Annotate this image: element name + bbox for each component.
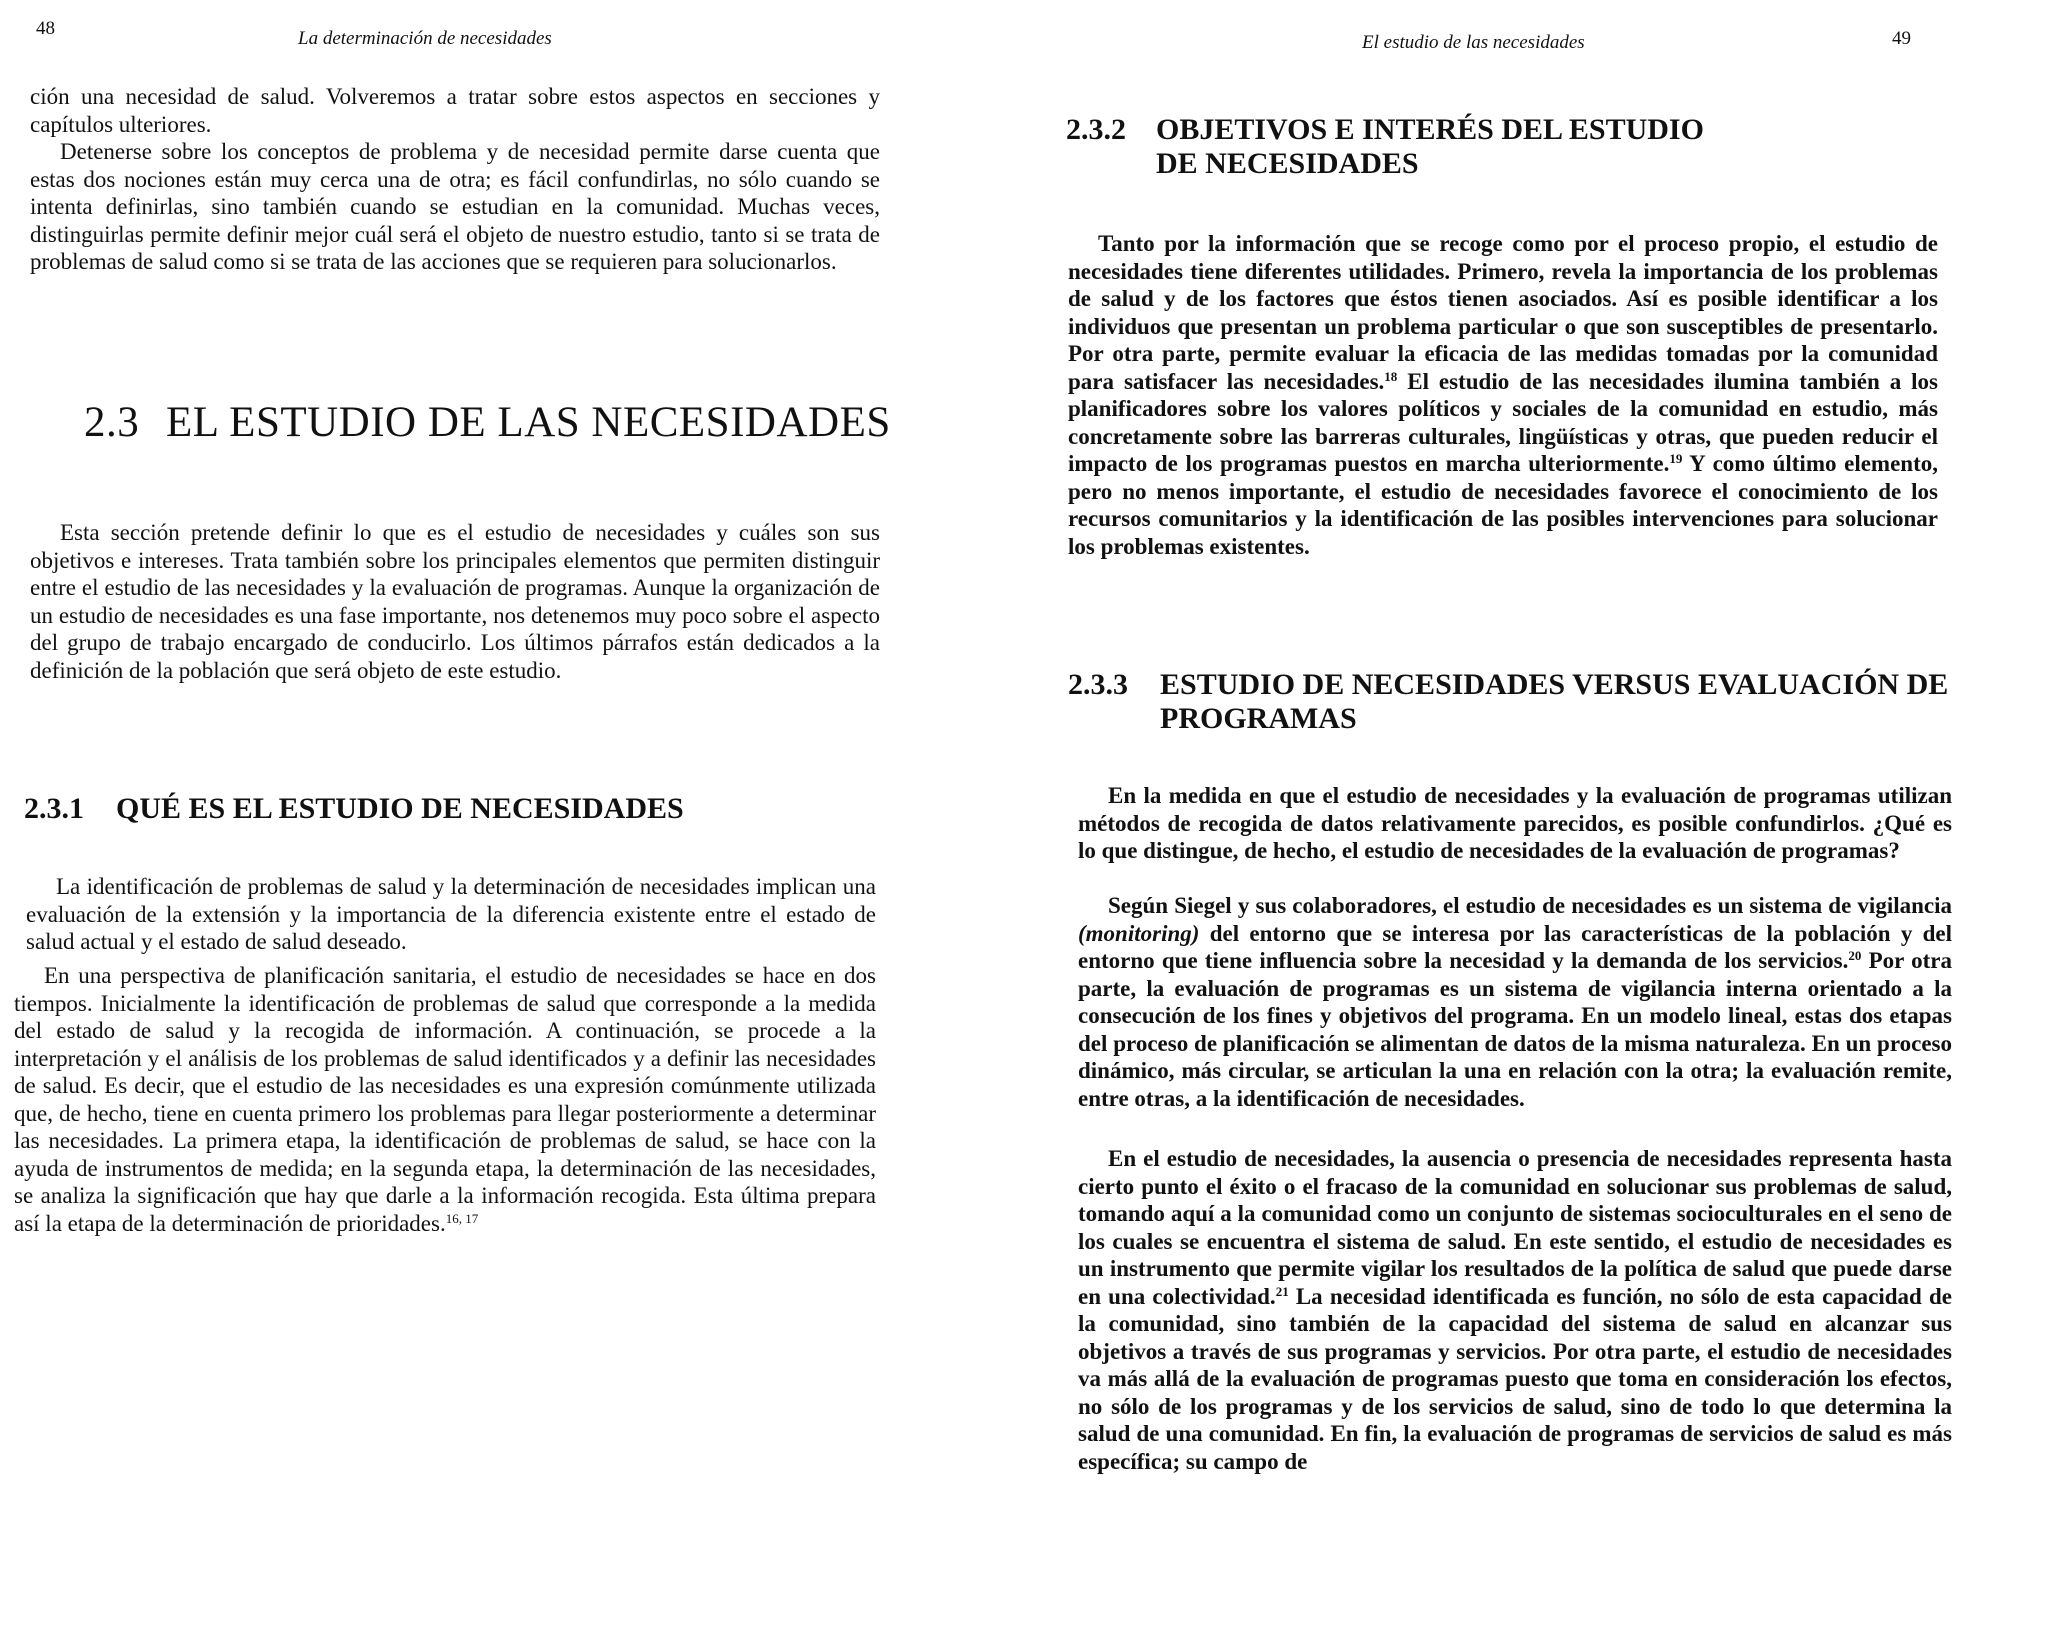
footnote-ref: 19 xyxy=(1669,451,1683,466)
paragraph-text: La necesidad identificada es función, no sólo de esta capacidad de la comunidad, sino también de la capacidad del sistema de salud en alcanzar sus objetivos a través de sus programas y servicios. Por otra parte, el estudio de necesidades va más allá de la evaluación de programas puesto que toma en consideración los efectos, no sólo de los programas y de los servicios de salud, sino de todo lo que determina la salud de una comunidad. En fin, la evaluación de programas de servicios de salud es más específica; su campo de xyxy=(1078,1283,1953,1474)
paragraph: Esta sección pretende definir lo que es el estudio de necesidades y cuáles son sus objetivos e intereses. Trata también sobre los principales elementos que permiten distinguir entre el estudio de las necesidades y la evaluación de programas. Aunque la organización de un estudio de necesidades es una fase importante, nos detenemos muy poco sobre el aspecto del grupo de trabajo encargado de conducirlo. Los últimos párrafos están dedicados a la definición de la población que será objeto de este estudio. xyxy=(30,520,880,683)
paragraph xyxy=(1078,1145,1952,1475)
footnote-ref: 18 xyxy=(1384,368,1398,384)
paragraph-text: Y como último elemento, pero no menos importante, el estudio de necesidades favorece el conocimiento de los recursos comunitarios y la identificación de las posibles intervenciones para solucionar los problemas existentes. xyxy=(1068,451,1938,559)
paragraph-text: del entorno que se interesa por las características de la población y del entorno que tiene influencia sobre la necesidad y la demanda de los servicios. xyxy=(1078,920,1952,973)
italic-term: (monitoring) xyxy=(1078,920,1200,946)
page-number: 49 xyxy=(1892,28,1911,49)
footnote-ref: 16, 17 xyxy=(445,1210,479,1226)
paragraph-text: Por otra parte, la evaluación de programas es un sistema de vigilancia interna orientado a la consecución de los fines y objetivos del programa. En un modelo lineal, estas dos etapas del proceso de planificación se alimentan de datos de la misma naturaleza. En un proceso dinámico, más circular, se articulan la una en relación con la otra; la evaluación remite, entre otras, a la identificación de necesidades. xyxy=(1078,948,1952,1111)
paragraph-text: Tanto por la información que se recoge como por el proceso propio, el estudio de necesidades tiene diferentes utilidades. Primero, revela la importancia de los problemas de salud y de los factores que éstos tienen asociados. Así es posible identificar a los individuos que presentan un problema particular o que son susceptibles de presentarlo. Por otra parte, permite evaluar la eficacia de las medidas tomadas por la comunidad para satisfacer las necesidades. xyxy=(1068,231,1938,394)
paragraph xyxy=(1078,892,1952,1112)
subsection-number: 2.3.2 xyxy=(1066,113,1126,146)
paragraph-text: En una perspectiva de planificación sanitaria, el estudio de necesidades se hace en dos tiempos. Inicialmente la identificación de problemas de salud que corresponde a la medida del estado de salud y la recogida de información. A continuación, se procede a la interpretación y el análisis de los problemas de salud identificados y a definir las necesidades de salud. Es decir, que el estudio de las necesidades es una expresión comúnmente utilizada que, de hecho, tiene en cuenta primero los problemas para llegar posteriormente a determinar las necesidades. La primera etapa, la identificación de problemas de salud, se hace con la ayuda de instrumentos de medida; en la segunda etapa, la determinación de las necesidades, se analiza la significación que hay que darle a la información recogida. Esta última prepara así la etapa de la determinación de prioridades. xyxy=(14,963,876,1236)
page-number: 48 xyxy=(36,18,55,39)
subsection-title: ESTUDIO DE NECESIDADES VERSUS EVALUACIÓN DE PROGRAMAS xyxy=(1160,668,1949,735)
footnote-ref: 21 xyxy=(1275,1283,1289,1299)
paragraph: ción una necesidad de salud. Volveremos a tratar sobre estos aspectos en secciones y capítulos ulteriores. xyxy=(30,84,880,137)
subsection-number: 2.3.1 xyxy=(24,792,84,825)
subsection-number: 2.3.3 xyxy=(1068,668,1128,701)
left-page xyxy=(0,0,1000,1640)
running-head: La determinación de necesidades xyxy=(298,28,552,49)
paragraph xyxy=(1068,230,1938,560)
paragraph: La identificación de problemas de salud y la determinación de necesidades implican una evaluación de la extensión y la importancia de la diferencia existente entre el estado de salud actual y el estado de salud deseado. xyxy=(26,874,876,954)
paragraph xyxy=(14,962,876,1237)
paragraph-text: Según Siegel y sus colaboradores, el estudio de necesidades es un sistema de vigilancia xyxy=(1108,893,1952,918)
right-page xyxy=(1024,0,2048,1640)
running-head: El estudio de las necesidades xyxy=(1362,32,1585,53)
paragraph: En la medida en que el estudio de necesidades y la evaluación de programas utilizan métodos de recogida de datos relativamente parecidos, es posible confundirlos. ¿Qué es lo que distingue, de hecho, el estudio de necesidades de la evaluación de programas? xyxy=(1078,783,1952,863)
section-title: EL ESTUDIO DE LAS NECESIDADES xyxy=(166,399,891,446)
subsection-title: QUÉ ES EL ESTUDIO DE NECESIDADES xyxy=(116,792,684,825)
paragraph-text: El estudio de las necesidades ilumina también a los planificadores sobre los valores políticos y sociales de la comunidad en estudio, más concretamente sobre las barreras culturales, lingüísticas y otras, que pueden reducir el impacto de los programas puestos en marcha ulteriormente. xyxy=(1068,368,1938,476)
paragraph: Detenerse sobre los conceptos de problema y de necesidad permite darse cuenta que estas dos nociones están muy cerca una de otra; es fácil confundirlas, no sólo cuando se intenta definirlas, sino también cuando se estudian en la comunidad. Muchas veces, distinguirlas permite definir mejor cuál será el objeto de nuestro estudio, tanto si se trata de problemas de salud como si se trata de las acciones que se requieren para solucionarlos. xyxy=(30,139,880,274)
paragraph-text: En el estudio de necesidades, la ausencia o presencia de necesidades representa hasta cierto punto el éxito o el fracaso de la comunidad en solucionar sus problemas de salud, tomando aquí a la comunidad como un conjunto de sistemas socioculturales en el seno de los cuales se encuentra el sistema de salud. En este sentido, el estudio de necesidades es un instrumento que permite vigilar los resultados de la política de salud que puede darse en una colectividad. xyxy=(1078,1146,1952,1309)
subsection-title: OBJETIVOS E INTERÉS DEL ESTUDIO DE NECESIDADES xyxy=(1156,113,1704,180)
section-number: 2.3 xyxy=(84,399,140,446)
footnote-ref: 20 xyxy=(1848,948,1862,963)
